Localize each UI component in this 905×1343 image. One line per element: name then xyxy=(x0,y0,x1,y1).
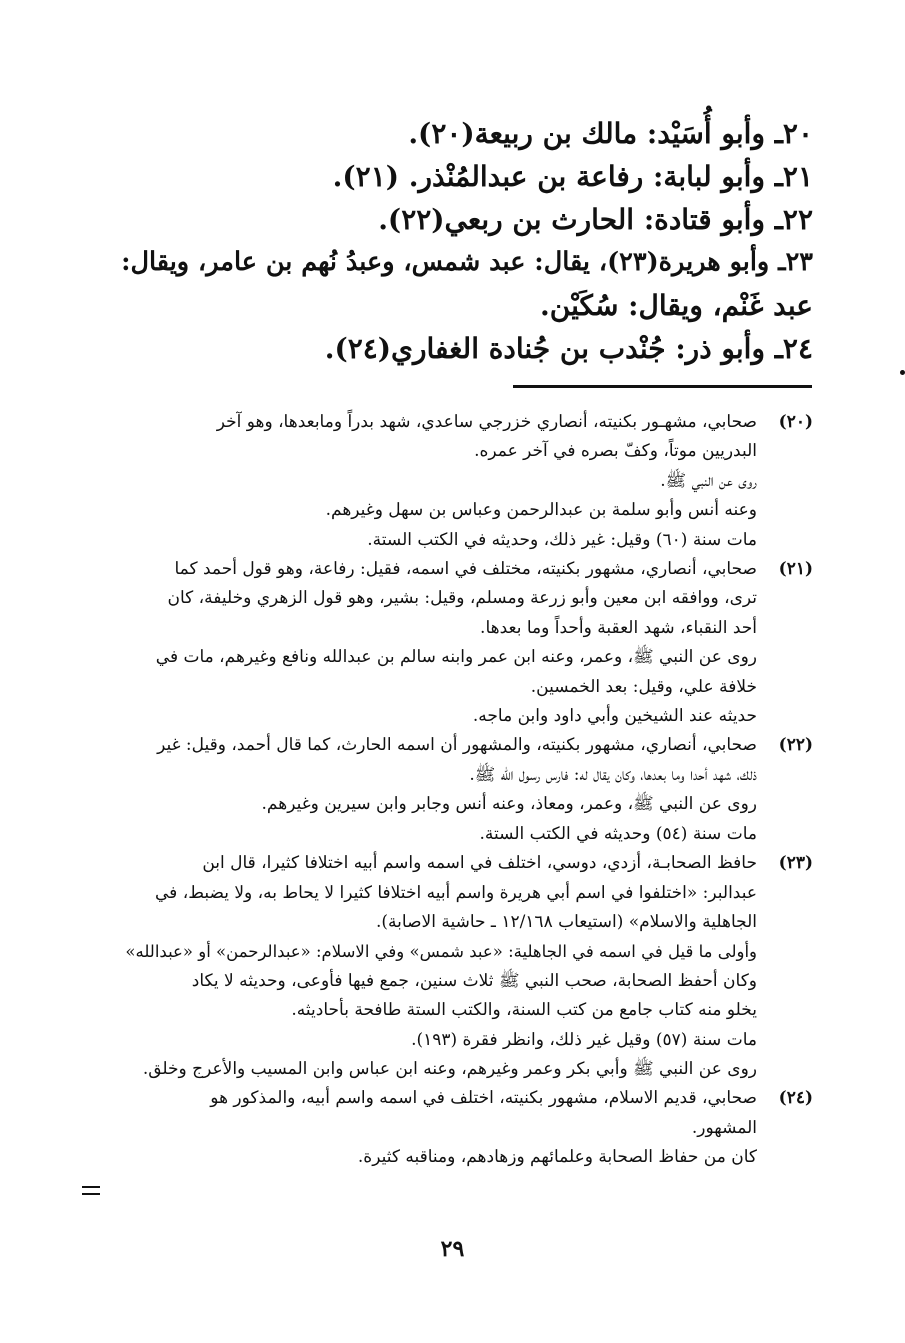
footnote-line: وعنه أنس وأبو سلمة بن عبدالرحمن وعباس بن سهل وغيرهم. xyxy=(325,500,757,521)
footnote-line: يخلو منه كتاب جامع من كتب السنة، والكتب الستة طافحة بأحاديثه. xyxy=(291,1000,757,1021)
footnote-line: ترى، ووافقه ابن معين وأبو زرعة ومسلم، وقيل: بشير، وهو قول الزهري وخليفة، كان xyxy=(167,588,757,609)
footnote-line: صحابي، أنصاري، مشهور بكنيته، مختلف في اسمه، فقيل: رفاعة، وهو قول أحمد كما xyxy=(174,559,757,580)
footnote-line: صحابي، قديم الاسلام، مشهور بكنيته، اختلف في اسمه واسم أبيه، والمذكور هو xyxy=(210,1088,757,1109)
page-number: ٢٩ xyxy=(440,1236,465,1262)
footnote-line: وأولى ما قيل في اسمه في الجاهلية: «عبد شمس» وفي الاسلام: «عبدالرحمن» أو «عبدالله» xyxy=(125,942,757,962)
footnote-number: (٢٠) xyxy=(778,412,813,432)
footnote-divider xyxy=(513,385,812,388)
main-entry-23: ٢٣ـ وأبو هريرة(٢٣)، يقال: عبد شمس، وعبدُ نُهم بن عامر، ويقال: xyxy=(121,247,813,277)
footnote-line: البدريين موتاً، وكفّ بصره في آخر عمره. xyxy=(474,441,757,462)
footnote-22 xyxy=(113,731,813,849)
main-entries-list xyxy=(113,112,813,370)
main-entry-20: ٢٠ـ وأبو أُسَيْد: مالك بن ربيعة(٢٠). xyxy=(408,117,813,150)
footnote-number: (٢٣) xyxy=(778,853,813,874)
footnote-line: روى عن النبي ﷺ، وعمر، ومعاذ، وعنه أنس وجابر وابن سيرين وغيرهم. xyxy=(261,794,757,815)
footnote-line: وكان أحفظ الصحابة، صحب النبي ﷺ ثلاث سنين، جمع فيها فأوعى، وحديثه لا يكاد xyxy=(191,970,757,991)
footnote-line: المشهور. xyxy=(691,1117,757,1138)
footnote-line: عبدالبر: «اختلفوا في اسم أبي هريرة واسم أبيه اختلافا كثيرا لا يحاط به، ولا يضبط، في xyxy=(155,882,757,903)
footnote-line: حافظ الصحابـة، أزدي، دوسي، اختلف في اسمه واسم أبيه اختلافا كثيرا، قال ابن xyxy=(202,853,757,874)
footnote-21 xyxy=(113,555,813,731)
footnote-line: مات سنة (٦٠) وقيل: غير ذلك، وحديثه في الكتب الستة. xyxy=(367,529,757,550)
footnote-line: كان من حفاظ الصحابة وعلمائهم وزهادهم، ومناقبه كثيرة. xyxy=(357,1147,757,1168)
footnotes xyxy=(113,408,813,1173)
main-entry-21: ٢١ـ وأبو لبابة: رفاعة بن عبدالمُنْذر. (٢١). xyxy=(332,160,813,193)
main-entry-23-continued: عبد غَنْم، ويقال: سُكَيْن. xyxy=(540,289,813,322)
footnote-20 xyxy=(113,408,813,555)
footnote-line: أحد النقباء، شهد العقبة وأحداً وما بعدها. xyxy=(480,617,757,638)
footnote-line: روى عن النبي ﷺ، وعمر، وعنه ابن عمر وابنه سالم بن عبدالله ونافع وغيرهم، مات في xyxy=(155,647,757,668)
margin-dot xyxy=(900,370,905,375)
footnote-line: ذلك، شهد أحدا وما بعدها، وكان يقال له: فارس رسول الله ﷺ. xyxy=(469,764,757,785)
footnote-line: الجاهلية والاسلام» (استيعاب ١٢/١٦٨ ـ حاشية الاصابة). xyxy=(376,911,757,932)
footnote-line: صحابي، مشهـور بكنيته، أنصاري خزرجي ساعدي، شهد بدراً ومابعدها، وهو آخر xyxy=(216,412,757,432)
margin-equals-mark xyxy=(82,1186,100,1195)
footnote-23 xyxy=(113,849,813,1084)
footnote-24 xyxy=(113,1084,813,1172)
main-entry-24: ٢٤ـ وأبو ذر: جُنْدب بن جُنادة الغفاري(٢٤). xyxy=(324,332,813,365)
footnote-line: حديثه عند الشيخين وأبي داود وابن ماجه. xyxy=(472,706,757,727)
footnote-number: (٢٢) xyxy=(778,735,813,756)
footnote-line: مات سنة (٥٤) وحديثه في الكتب الستة. xyxy=(479,823,757,844)
main-entry-22: ٢٢ـ وأبو قتادة: الحارث بن ربعي(٢٢). xyxy=(378,203,813,236)
footnote-number: (٢١) xyxy=(778,559,813,580)
footnote-line: خلافة علي، وقيل: بعد الخمسين. xyxy=(530,676,757,697)
footnote-line: روى عن النبي ﷺ. xyxy=(660,470,757,491)
footnote-line: مات سنة (٥٧) وقيل غير ذلك، وانظر فقرة (١٩٣). xyxy=(411,1029,757,1050)
footnote-line: روى عن النبي ﷺ وأبي بكر وعمر وغيرهم، وعنه ابن عباس وابن المسيب والأعرج وخلق. xyxy=(142,1058,757,1079)
footnote-line: صحابي، أنصاري، مشهور بكنيته، والمشهور أن اسمه الحارث، كما قال أحمد، وقيل: غير xyxy=(157,735,757,756)
footnote-number: (٢٤) xyxy=(778,1088,813,1109)
